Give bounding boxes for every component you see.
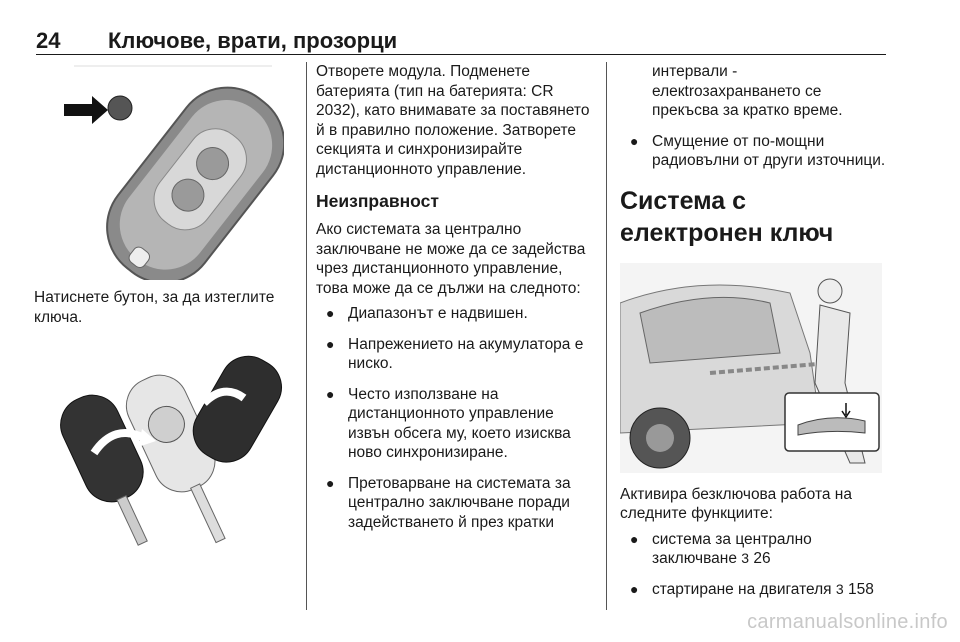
electronic-key-heading: Система с електронен ключ: [620, 186, 834, 247]
list-item: ● Претоварване на системата за централно заключване поради задействането й през кратки: [326, 474, 571, 531]
list-item: ● Често използване на дистанционното управление извън обсега му, което изисква ново синхронизиране.: [326, 385, 571, 461]
list-item: ● Диапазонът е надвишен.: [326, 305, 528, 322]
malfunction-list-continued: [620, 62, 888, 171]
keyless-intro: Активира безключова работа на следните функциите:: [620, 485, 852, 522]
page-header: [36, 28, 886, 55]
column-divider: [606, 62, 607, 610]
page-reference: 26: [753, 550, 771, 567]
watermark: carmanualsonline.info: [747, 611, 948, 633]
keyless-functions-list: [620, 530, 888, 600]
battery-instructions: Отворете модула. Подменете батерията (тип на батерията: CR 2032), като внимавате за поставянето й в правилно положение. Затворете секцията и синхронизирайте дистанционното управление.: [316, 63, 590, 178]
column-3: [620, 62, 888, 610]
column-2: [316, 62, 594, 543]
malfunction-list: [316, 304, 594, 532]
page-number: 24: [36, 28, 61, 53]
malfunction-intro: Ако системата за централно заключване не може да се задейства чрез дистанционното управление, това може да се дължи на следното:: [316, 221, 586, 297]
fob-caption: Натиснете бутон, за да изтеглите ключа.: [34, 289, 275, 326]
list-item: ● система за централно заключване 3 26: [630, 530, 812, 567]
car-keyless-illustration: [620, 263, 882, 473]
column-1: [34, 62, 296, 558]
malfunction-heading: Неизправност: [316, 191, 439, 211]
page-reference-icon: 3: [835, 580, 844, 597]
chapter-title: Ключове, врати, прозорци: [108, 28, 398, 53]
column-divider: [306, 62, 307, 610]
page-reference: 158: [847, 580, 874, 598]
list-item: интервали - елекtrозахранването се прекъсва за кратко време.: [652, 63, 843, 119]
key-fob-illustration: [34, 62, 284, 280]
list-item: ● Напрежението на акумулатора е ниско.: [326, 335, 584, 372]
list-item: ● стартиране на двигателя 3 158: [630, 580, 874, 598]
key-battery-illustration: [34, 343, 284, 558]
list-item: ● Смущение от по-мощни радиовълни от други източници.: [630, 132, 886, 169]
page-reference-icon: 3: [741, 550, 750, 566]
